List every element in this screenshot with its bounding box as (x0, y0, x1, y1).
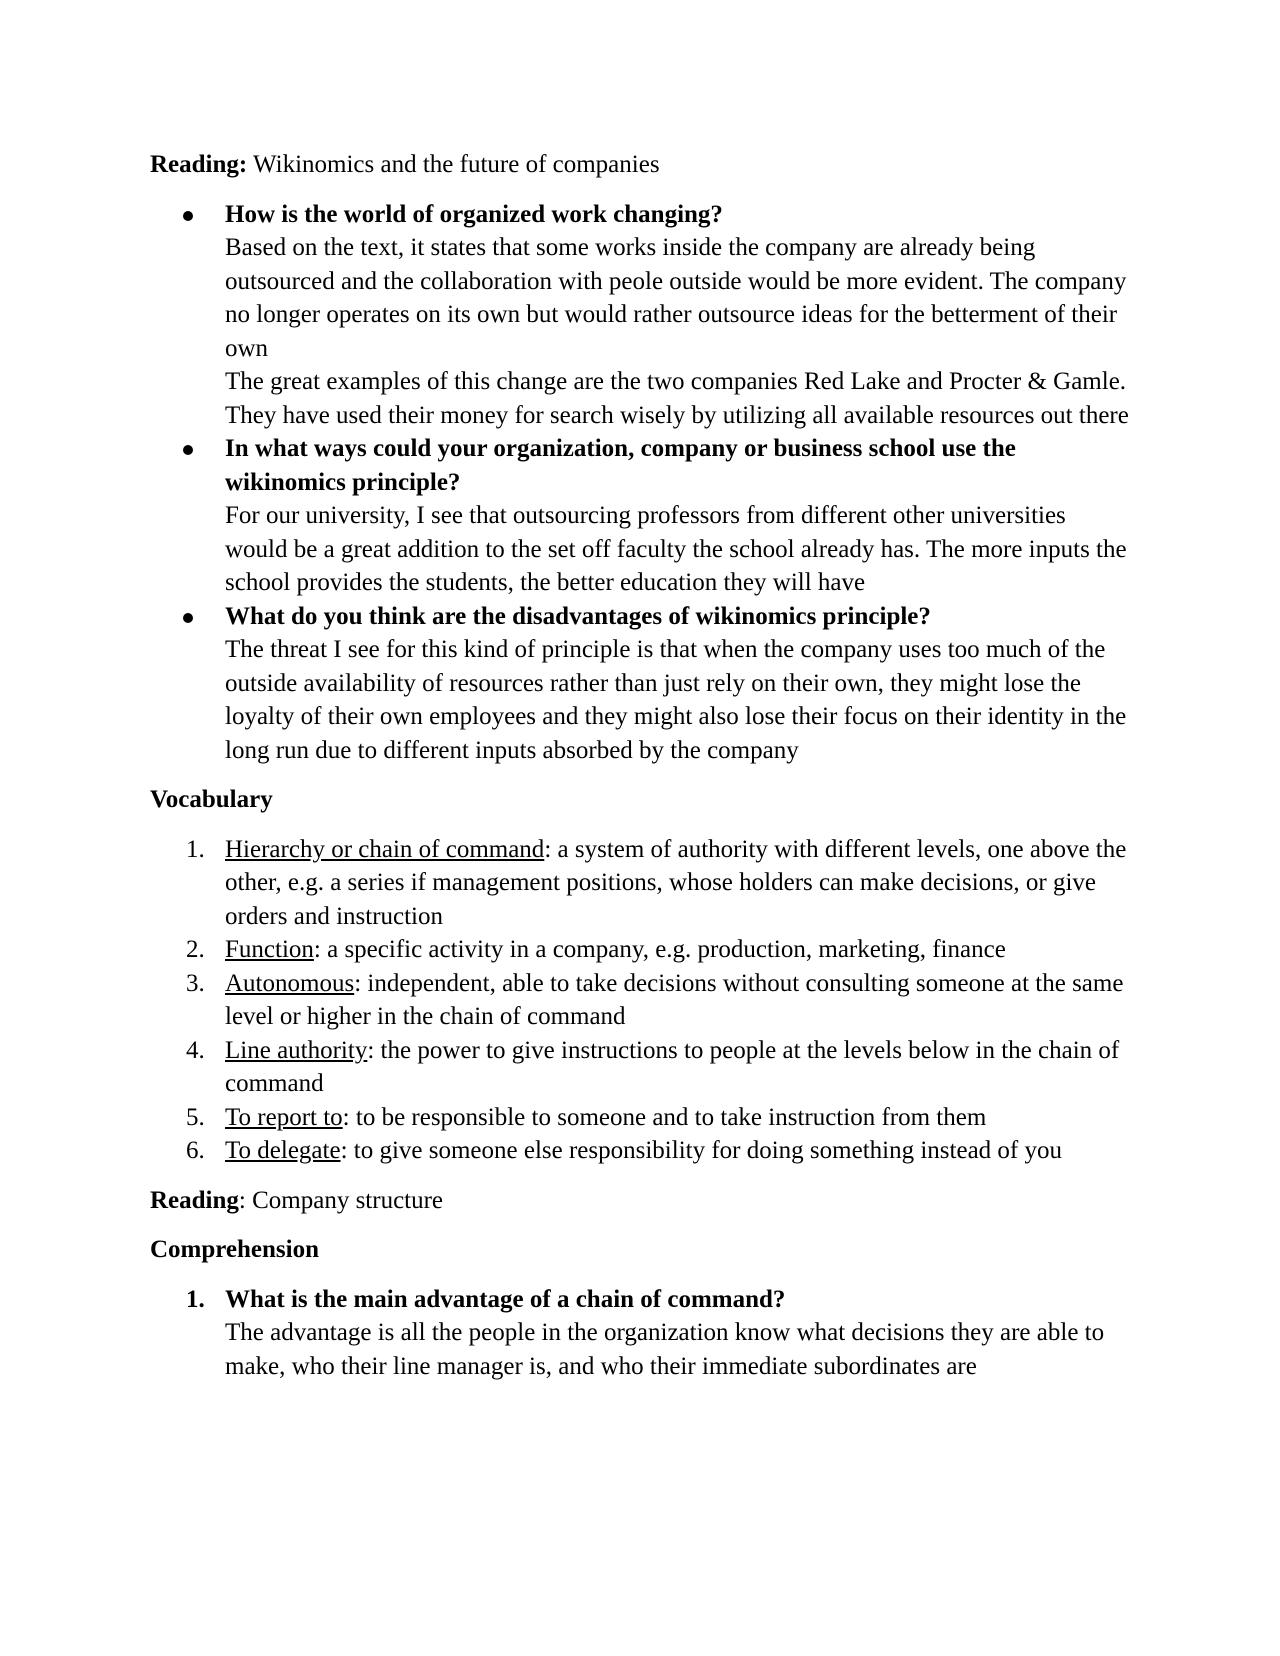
list-item (150, 600, 1130, 768)
bullet-icon (183, 211, 193, 221)
item-number: 2. (186, 936, 205, 963)
question-text: In what ways could your organization, company or business school use the wikinomics principle? (225, 435, 1016, 496)
document-page (150, 148, 1130, 1399)
list-item (150, 1134, 1130, 1168)
list-item (150, 198, 1130, 433)
bullet-icon (183, 445, 193, 455)
comprehension-heading: Comprehension (150, 1236, 320, 1263)
question-text: How is the world of organized work changing? (225, 200, 723, 228)
list-item (150, 833, 1130, 934)
item-number: 1. (186, 835, 205, 863)
vocab-term: Function (225, 936, 314, 963)
list-item (150, 1101, 1130, 1135)
vocab-definition: : independent, able to take decisions without consulting someone at the same level or higher in the chain of command (225, 969, 1124, 1030)
answer-text: The advantage is all the people in the organization know what decisions they are able to make, who their line manager is, and who their immediate subordinates are (225, 1319, 1105, 1380)
vocab-definition: : a system of authority with different levels, one above the other, e.g. a series if management positions, whose holders can make decisions, or give orders and instruction (225, 835, 1127, 930)
list-item (150, 967, 1130, 1034)
vocabulary-heading: Vocabulary (150, 786, 273, 813)
list-item (150, 1283, 1130, 1384)
item-number: 6. (186, 1137, 205, 1164)
list-item (150, 1034, 1130, 1101)
vocab-definition: : a specific activity in a company, e.g. production, marketing, finance (313, 936, 1006, 963)
answer-text: The great examples of this change are the two companies Red Lake and Procter & Gamle. They have used their money for search wisely by utilizing all available resources out there (225, 368, 1129, 429)
question-text: What is the main advantage of a chain of command? (225, 1285, 786, 1313)
answer-text: For our university, I see that outsourcing professors from different other universities would be a great addition to the set off faculty the school already has. The more inputs the school provides the students, the better education they will have (225, 502, 1127, 596)
item-number: 1. (186, 1285, 205, 1313)
comprehension-list (150, 1283, 1130, 1384)
list-item (150, 933, 1130, 967)
answer-text: Based on the text, it states that some works inside the company are already being outsourced and the collaboration with peole outside would be more evident. The company no longer operates on its own but would rather outsource ideas for the betterment of their own (225, 234, 1127, 362)
bullet-icon (183, 613, 193, 623)
vocab-term: Line authority (225, 1036, 368, 1064)
reading-title: : Company structure (238, 1186, 444, 1214)
question-text: What do you think are the disadvantages of wikinomics principle? (225, 602, 931, 630)
item-number: 3. (186, 969, 205, 997)
reading-heading-1 (150, 148, 1130, 182)
item-number: 4. (186, 1036, 205, 1064)
vocab-term: Autonomous (225, 969, 355, 997)
reading-label: Reading: (150, 151, 248, 178)
vocab-term: Hierarchy or chain of command (225, 835, 545, 863)
reading-title: Wikinomics and the future of companies (247, 151, 660, 178)
vocab-definition: : the power to give instructions to people at the levels below in the chain of command (225, 1036, 1120, 1097)
vocab-definition: : to give someone else responsibility for doing something instead of you (340, 1137, 1062, 1164)
vocab-definition: : to be responsible to someone and to take instruction from them (342, 1103, 987, 1131)
reading-heading-2 (150, 1184, 1130, 1218)
item-number: 5. (186, 1103, 205, 1131)
list-item (150, 432, 1130, 600)
vocab-term: To delegate (225, 1137, 341, 1164)
vocabulary-list (150, 833, 1130, 1168)
question-list (150, 198, 1130, 768)
vocab-term: To report to (225, 1103, 343, 1131)
reading-label: Reading (150, 1186, 239, 1214)
answer-text: The threat I see for this kind of principle is that when the company uses too much of the outside availability of resources rather than just rely on their own, they might lose the loyalty of their own employees and they might also lose their focus on their identity in the long run due to different inputs absorbed by the company (225, 636, 1127, 764)
